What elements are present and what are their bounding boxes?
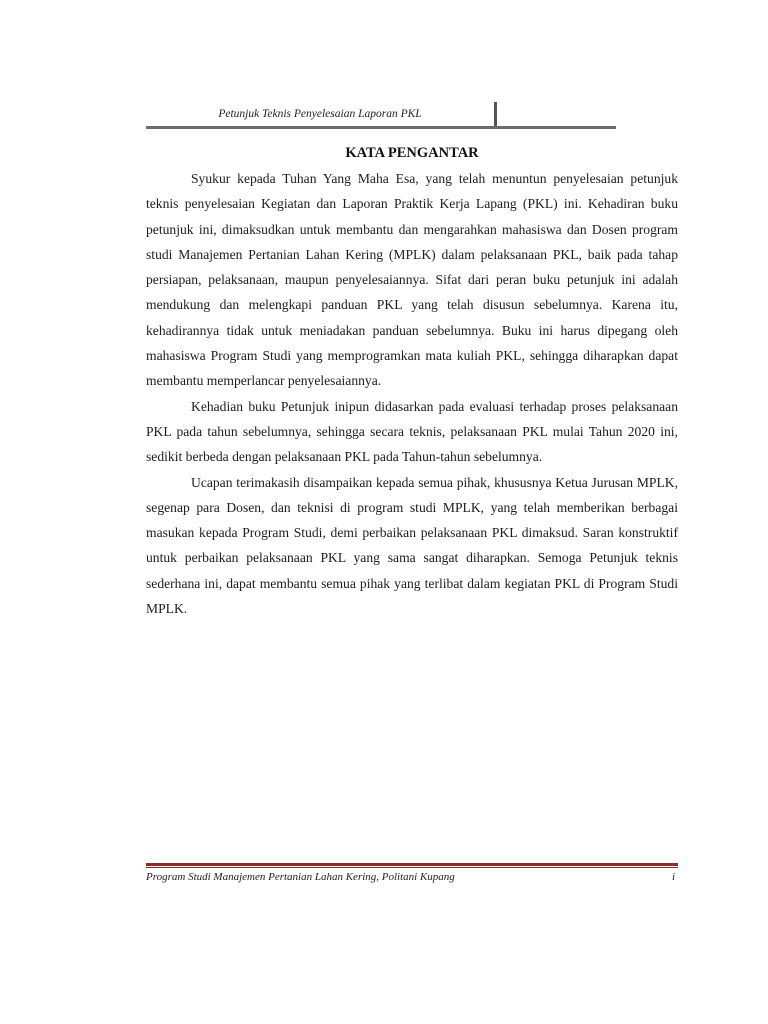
- header-tick-mark: [494, 102, 497, 126]
- paragraph: Ucapan terimakasih disampaikan kepada semua pihak, khususnya Ketua Jurusan MPLK, segenap para Dosen, dan teknisi di program studi MPLK, yang telah memberikan berbagai masukan kepada Program Studi, demi perbaikan pelaksanaan PKL dimaksud. Saran konstruktif untuk perbaikan pelaksanaan PKL yang sama sangat diharapkan. Semoga Petunjuk teknis sederhana ini, dapat membantu semua pihak yang terlibat dalam kegiatan PKL di Program Studi MPLK.: [146, 474, 678, 617]
- running-header-title: Petunjuk Teknis Penyelesaian Laporan PKL: [218, 108, 422, 120]
- footer-rule-thin: [146, 867, 678, 868]
- footer-rule: [146, 863, 678, 866]
- page-number: i: [672, 871, 676, 883]
- header-rule: [146, 126, 616, 129]
- footer-text: Program Studi Manajemen Pertanian Lahan Kering, Politani Kupang: [146, 871, 455, 883]
- page-title: KATA PENGANTAR: [345, 145, 479, 161]
- paragraph: Syukur kepada Tuhan Yang Maha Esa, yang telah menuntun penyelesaian petunjuk teknis penyelesaian Kegiatan dan Laporan Praktik Kerja Lapang (PKL) ini. Kehadiran buku petunjuk ini, dimaksudkan untuk membantu dan mengarahkan mahasiswa dan Dosen program studi Manajemen Pertanian Lahan Kering (MPLK) dalam pelaksanaan PKL, baik pada tahap persiapan, pelaksanaan, maupun penyelesaiannya. Sifat dari peran buku petunjuk ini adalah mendukung dan melengkapi panduan PKL yang telah disusun sebelumnya. Karena itu, kehadirannya tidak untuk meniadakan panduan sebelumnya. Buku ini harus dipegang oleh mahasiswa Program Studi yang memprogramkan mata kuliah PKL, sehingga diharapkan dapat membantu memperlancar penyelesaiannya.: [146, 171, 678, 389]
- document-body: [146, 166, 678, 621]
- paragraph: Kehadian buku Petunjuk inipun didasarkan pada evaluasi terhadap proses pelaksanaan PKL pada tahun sebelumnya, sehingga secara teknis, pelaksanaan PKL mulai Tahun 2020 ini, sedikit berbeda dengan pelaksanaan PKL pada Tahun-tahun sebelumnya.: [146, 398, 678, 465]
